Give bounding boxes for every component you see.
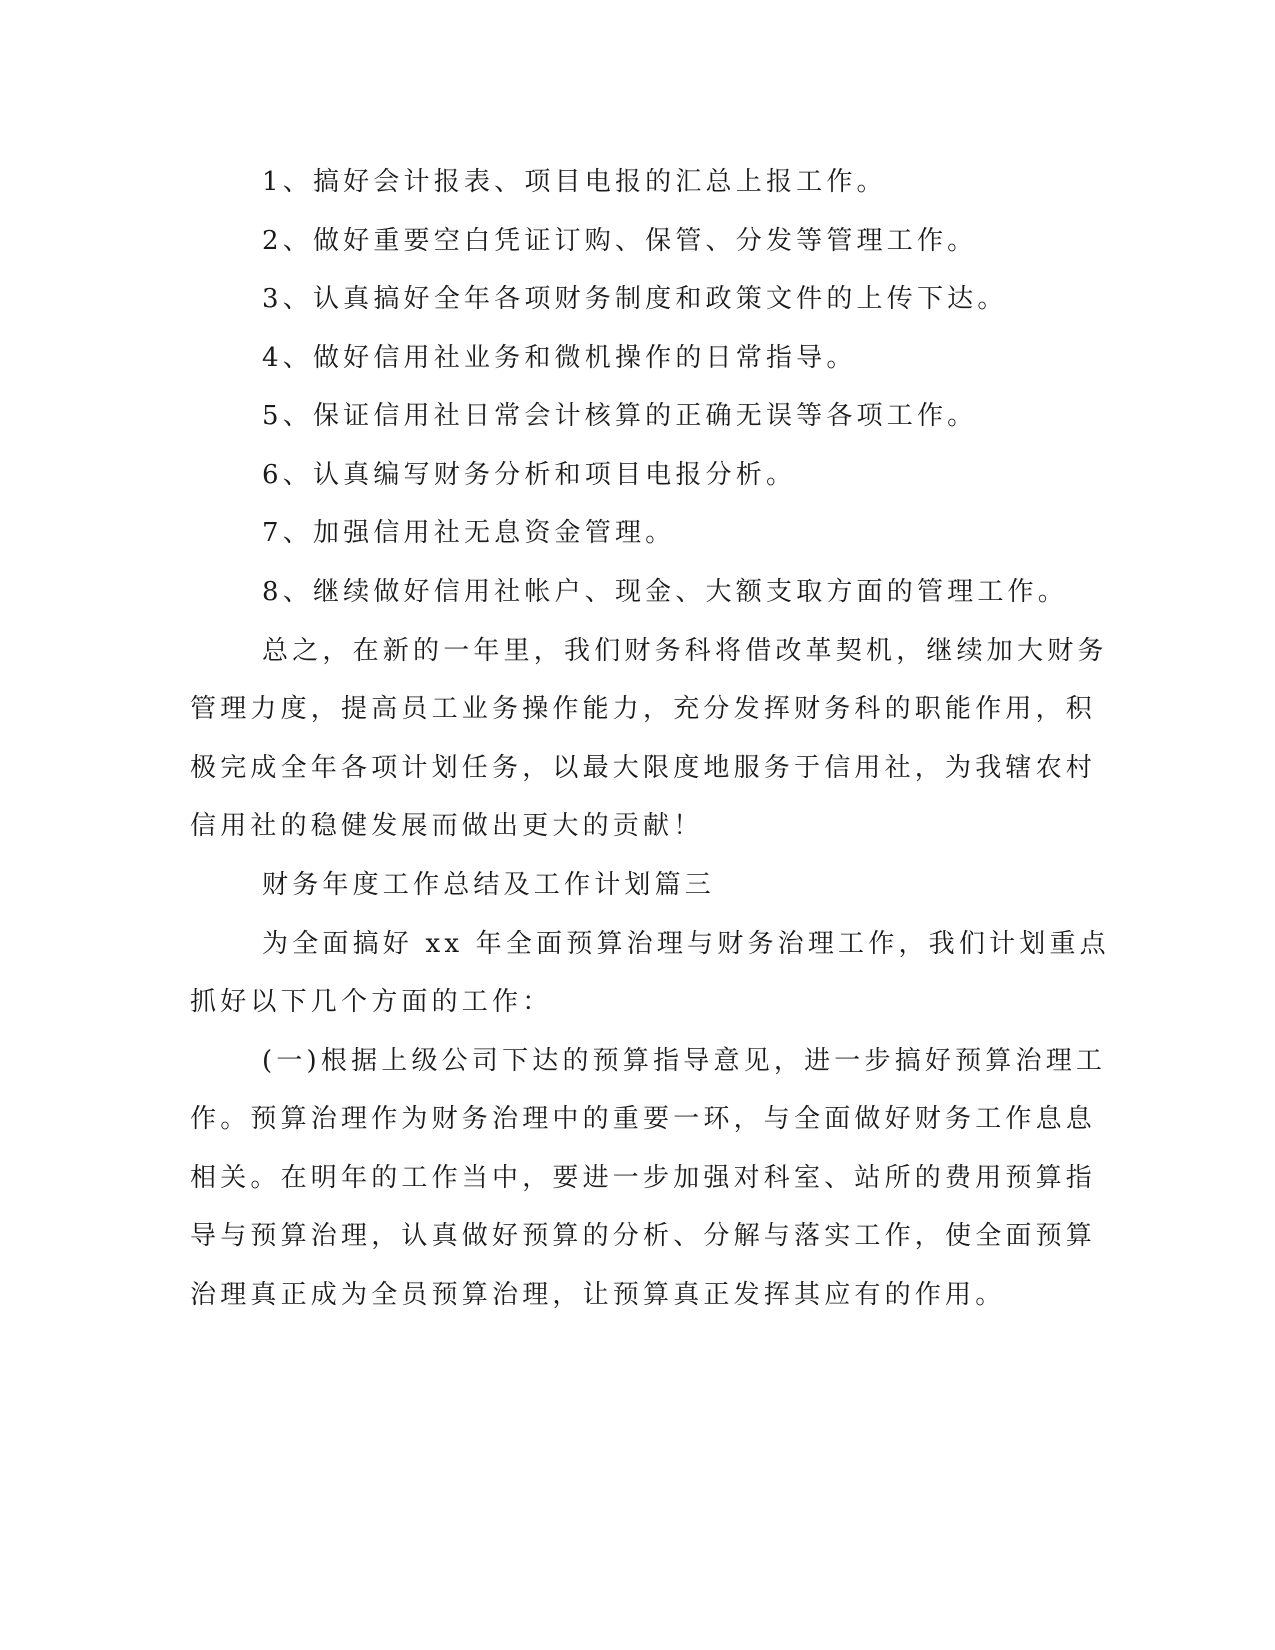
summary-line-3: 极完成全年各项计划任务，以最大限度地服务于信用社，为我辖农村 <box>190 753 1097 783</box>
point-one-line-1: (一)根据上级公司下达的预算指导意见，进一步搞好预算治理工 <box>262 1046 1107 1076</box>
point-one-line-3: 相关。在明年的工作当中，要进一步加强对科室、站所的费用预算指 <box>190 1163 1097 1193</box>
list-item-6: 6、认真编写财务分析和项目电报分析。 <box>262 460 797 490</box>
summary-line-2: 管理力度，提高员工业务操作能力，充分发挥财务科的职能作用，积 <box>190 694 1097 724</box>
list-item-7: 7、加强信用社无息资金管理。 <box>262 518 676 548</box>
list-item-1: 1、搞好会计报表、项目电报的汇总上报工作。 <box>262 167 887 197</box>
point-one-line-2: 作。预算治理作为财务治理中的重要一环，与全面做好财务工作息息 <box>190 1104 1097 1134</box>
list-item-4: 4、做好信用社业务和微机操作的日常指导。 <box>262 343 857 373</box>
intro-line-1: 为全面搞好 xx 年全面预算治理与财务治理工作，我们计划重点 <box>262 929 1110 959</box>
list-item-3: 3、认真搞好全年各项财务制度和政策文件的上传下达。 <box>262 284 1008 314</box>
list-item-2: 2、做好重要空白凭证订购、保管、分发等管理工作。 <box>262 226 978 256</box>
summary-line-4: 信用社的稳健发展而做出更大的贡献！ <box>190 811 704 841</box>
list-item-5: 5、保证信用社日常会计核算的正确无误等各项工作。 <box>262 401 978 431</box>
summary-line-1: 总之，在新的一年里，我们财务科将借改革契机，继续加大财务 <box>262 636 1108 666</box>
list-item-8: 8、继续做好信用社帐户、现金、大额支取方面的管理工作。 <box>262 577 1068 607</box>
point-one-line-4: 导与预算治理，认真做好预算的分析、分解与落实工作，使全面预算 <box>190 1221 1097 1251</box>
section-title: 财务年度工作总结及工作计划篇三 <box>262 870 716 900</box>
intro-line-2: 抓好以下几个方面的工作： <box>190 987 553 1017</box>
point-one-line-5: 治理真正成为全员预算治理，让预算真正发挥其应有的作用。 <box>190 1280 1006 1310</box>
